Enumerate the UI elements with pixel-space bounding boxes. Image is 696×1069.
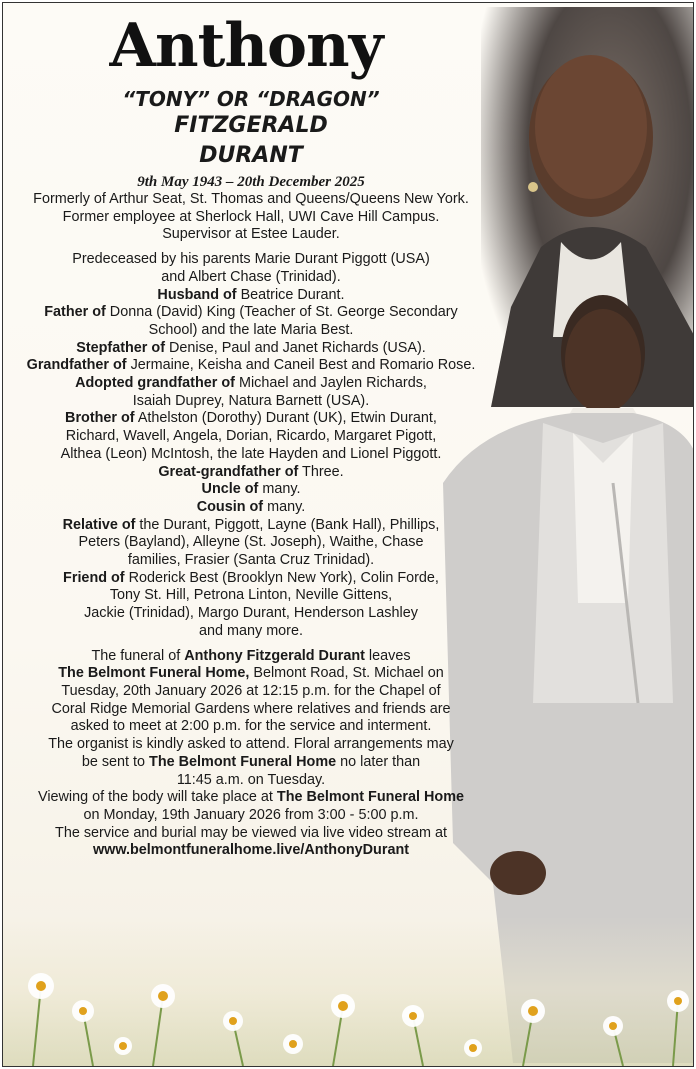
funeral-line: 11:45 a.m. on Tuesday. [176,771,326,788]
nickname: “TONY” OR “DRAGON” [122,87,380,111]
adopted-grandfather-line: Isaiah Duprey, Natura Barnett (USA). [132,392,370,409]
funeral-line: Tuesday, 20th January 2026 at 12:15 p.m. for the Chapel of [61,682,441,699]
uncle-line: Uncle of many. [201,481,301,498]
family-section [9,251,493,640]
friend-line: Jackie (Trinidad), Margo Durant, Henderson Lashley [84,605,418,622]
obituary-notice [2,2,694,1067]
funeral-line: The funeral of Anthony Fitzgerald Durant leaves [91,647,411,664]
predeceased-line: Predeceased by his parents Marie Durant Piggott (USA) [72,251,430,268]
friend-line: Friend of Roderick Best (Brooklyn New York), Colin Forde, [63,569,439,586]
viewing-line: Viewing of the body will take place at The Belmont Funeral Home [37,789,465,806]
relative-line: families, Frasier (Santa Cruz Trinidad). [127,552,375,569]
last-name: DURANT [199,143,303,168]
brother-line: Althea (Leon) McIntosh, the late Hayden and Lionel Piggott. [60,445,442,462]
funeral-line: The Belmont Funeral Home, Belmont Road, St. Michael on [58,665,444,682]
bio-line: Supervisor at Estee Lauder. [162,226,340,243]
friend-line: Tony St. Hill, Petrona Linton, Neville Gittens, [109,587,393,604]
bio-section [9,191,493,244]
viewing-line: on Monday, 19th January 2026 from 3:00 - 5:00 p.m. [83,806,419,823]
husband-line: Husband of Beatrice Durant. [157,286,345,303]
stepfather-line: Stepfather of Denise, Paul and Janet Richards (USA). [76,339,426,356]
bio-line: Formerly of Arthur Seat, St. Thomas and Queens/Queens New York. [33,191,469,207]
first-name: Anthony [109,11,383,81]
cousin-line: Cousin of many. [196,498,306,515]
funeral-line: The organist is kindly asked to attend. Floral arrangements may [48,736,454,753]
daisy-field-decoration [3,916,694,1066]
bio-line: Former employee at Sherlock Hall, UWI Cave Hill Campus. [62,208,440,225]
stream-url-link[interactable]: www.belmontfuneralhome.live/AnthonyDurant [92,842,410,859]
father-line: School) and the late Maria Best. [148,321,354,338]
grandfather-line: Grandfather of Jermaine, Keisha and Caneil Best and Romario Rose. [26,357,476,374]
brother-line: Brother of Athelston (Dorothy) Durant (UK), Etwin Durant, [65,410,437,427]
great-grandfather-line: Great-grandfather of Three. [158,463,344,480]
brother-line: Richard, Wavell, Angela, Dorian, Ricardo, Margaret Pigott, [65,428,437,445]
predeceased-line: and Albert Chase (Trinidad). [161,268,341,285]
funeral-section [9,648,493,860]
friend-line: and many more. [199,622,303,639]
relative-line: Relative of the Durant, Piggott, Layne (Bank Hall), Phillips, [62,516,440,533]
funeral-line: asked to meet at 2:00 p.m. for the service and interment. [70,718,432,735]
relative-line: Peters (Bayland), Alleyne (St. Joseph), Waithe, Chase [78,534,424,551]
adopted-grandfather-line: Adopted grandfather of Michael and Jaylen Richards, [75,375,427,392]
stream-line: The service and burial may be viewed via live video stream at [55,824,447,841]
middle-name: FITZGERALD [174,113,328,138]
life-dates: 9th May 1943 – 20th December 2025 [137,174,365,190]
father-line: Father of Donna (David) King (Teacher of St. George Secondary [44,304,458,321]
funeral-line: Coral Ridge Memorial Gardens where relatives and friends are [51,700,451,717]
obituary-text [9,13,493,860]
funeral-line: be sent to The Belmont Funeral Home no later than [81,753,421,770]
